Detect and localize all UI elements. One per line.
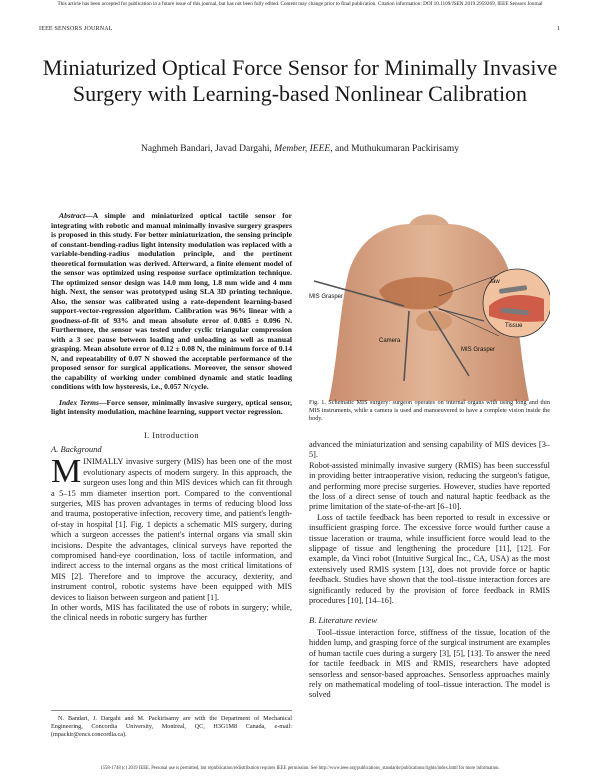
copyright-notice: 1558-1748 (c) 2019 IEEE. Personal use is permitted, but republication/redistribution requires IEEE permission. See http://www.ieee.org/publications_standards/publications/rights/index.html for more information. — [100, 766, 500, 771]
author-names-2: , and Muthukumaran Packirisamy — [330, 144, 459, 154]
abstract-text: —A simple and miniaturized optical tactile sensor for integrating with robotic and manual minimally invasive surgery graspers is proposed in this study. For better miniaturization, the sensing principle of constant-bending-radius light intensity modulation was replaced with a variable-bending-radius modulation principle, and the pertinent theoretical formulation was derived. Afterward, a finite element model of the sensor was optimized using response surface optimization technique. The optimized sensor design was 14.0 mm long, 1.8 mm wide and 4 mm high. Next, the sensor was prototyped using SLA 3D printing technique. Also, the sensor was calibrated using a rate-dependent learning-based support-vector-regression algorithm. Calibration was 96% linear with a goodness-of-fit of 93% and mean absolute error of 0.085 ± 0.096 N. Furthermore, the sensor was tested under cyclic triangular compression with a 3 sec pause between loading and unloading as well as manual grasping. Mean absolute error of 0.12 ± 0.08 N, the minimum force of 0.14 N, and repeatability of 0.07 N showed the acceptable performance of the proposed sensor for surgical applications. Moreover, the sensor showed the capability of working under combined dynamic and static loading conditions with low hysteresis, i.e., 0.057 N/cycle. — [51, 211, 292, 391]
label-zoom-tissue: Tissue — [505, 323, 523, 329]
right-paragraph-2: Robot-assisted minimally invasive surgery (RMIS) has been successful in providing better intraoperative vision, reducing the surgeon's fatigue, and performing more precise surgeries. However, studies have reported the loss of a direct sense of touch and natural haptic feedback as the prime limitation of the state-of-the-art [6–10]. — [309, 460, 550, 512]
acceptance-notice: This article has been accepted for publication in a future issue of this journal, but has not been fully edited. Content may change prior to final publication. Citation information: DOI 10.1109/JSEN.2019.2959269, IEEE Sensors Journal — [57, 1, 543, 7]
label-mis-grasper-left: MIS Grasper — [309, 294, 344, 300]
paper-title: Miniaturized Optical Force Sensor for Minimally Invasive Surgery with Learning-based Nonlinear Calibration — [42, 55, 558, 106]
running-head: IEEE SENSORS JOURNAL — [39, 26, 113, 32]
subsection-heading-background: A. Background — [51, 443, 102, 454]
right-paragraph-4: Tool–tissue interaction force, stiffness of the tissue, location of the hidden lump, and grasping force of the surgical instrument are examples of human tactile cues during a surgery [3], [5], [13]. To answer the need for tactile feedback in MIS and RMIS, researchers have adopted sensorless and sensor-based approaches. Sensorless approaches mainly rely on mathematical modeling of tool–tissue interaction. The model is solved — [309, 627, 550, 700]
author-names-1: Naghmeh Bandari, Javad Dargahi, — [140, 144, 275, 154]
label-camera: Camera — [379, 338, 401, 344]
patient-neck — [409, 215, 449, 226]
stomach-organ — [416, 311, 452, 331]
figure-1-caption: Fig. 1. Schematic MIS surgery: surgeon operates on internal organs with using long and thin MIS instruments, while a camera is used and manoeuvered to have a complete vision inside the body. — [309, 399, 550, 422]
index-terms — [51, 398, 292, 417]
subsection-heading-literature: B. Literature review — [309, 614, 378, 625]
section-heading-introduction: I. Introduction — [143, 429, 200, 440]
left-column — [51, 211, 292, 624]
author-line — [40, 144, 560, 154]
label-zoom-jaw: Jaw — [489, 279, 500, 285]
label-mis-grasper-right: MIS Grasper — [461, 347, 496, 353]
intro-paragraph-2: In other words, MIS has facilitated the use of robots in surgery; while, the clinical needs in robotic surgery has further — [51, 603, 292, 623]
author-affiliation-footnote: N. Bandari, J. Dargahi and M. Packirisamy are with the Department of Mechanical Engineering, Concordia University, Montreal, QC, H3G1M8 Canada, e-mail: (mpackir@encs.concordia.ca). — [51, 710, 292, 739]
mis-surgery-illustration — [309, 211, 550, 401]
right-paragraph-1: advanced the miniaturization and sensing capability of MIS devices [3–5]. — [309, 440, 550, 460]
author-member-label: Member, IEEE — [274, 144, 331, 154]
index-terms-text: —Force sensor, minimally invasive surgery, optical sensor, light intensity modulation, machine learning, support vector regression. — [51, 397, 292, 416]
abstract — [51, 211, 292, 392]
page-number: 1 — [557, 26, 560, 32]
right-paragraph-3: Loss of tactile feedback has been reported to result in excessive or insufficient grasping force. The excessive force would further cause a tissue laceration or trauma, while insufficient force would lead to the slippage of tissue and lengthening the procedure [11], [12]. For example, da Vinci robot (Intuitive Surgical Inc., CA, USA) as the most extensively used RMIS system [13], does not provide force or haptic feedback. Studies have shown that the tool–tissue interaction forces are significantly reduced by the provision of force feedback in RMIS procedures [10], [14–16]. — [309, 512, 550, 606]
intro-paragraph-1: MINIMALLY invasive surgery (MIS) has been one of the most evolutionary aspects of modern surgery. In this approach, the surgeon uses long and thin MIS devices which can fit through a 5–15 mm diameter insertion port. Compared to the conventional surgeries, MIS has proven advantages in terms of reducing blood loss and trauma, postoperative infection, recovery time, and patient's length-of-stay in hospital [1]. Fig. 1 depicts a schematic MIS surgery, during which a surgeon accesses the patient's internal organs via small skin incisions. Despite the advantages, clinical surveys have reported the compromised hand-eye coordination, loss of tactile information, and indirect access to the internal organs as the most critical limitations of MIS [2]. Therefore and to improve the accuracy, dexterity, and instrument control, robotic systems have been equipped with MIS devices to liaison between surgeon and patient [1]. — [51, 453, 292, 602]
right-column — [309, 440, 550, 701]
abstract-label: Abstract — [59, 211, 86, 220]
index-terms-label: Index Terms — [59, 397, 99, 407]
figure-1 — [309, 211, 550, 461]
